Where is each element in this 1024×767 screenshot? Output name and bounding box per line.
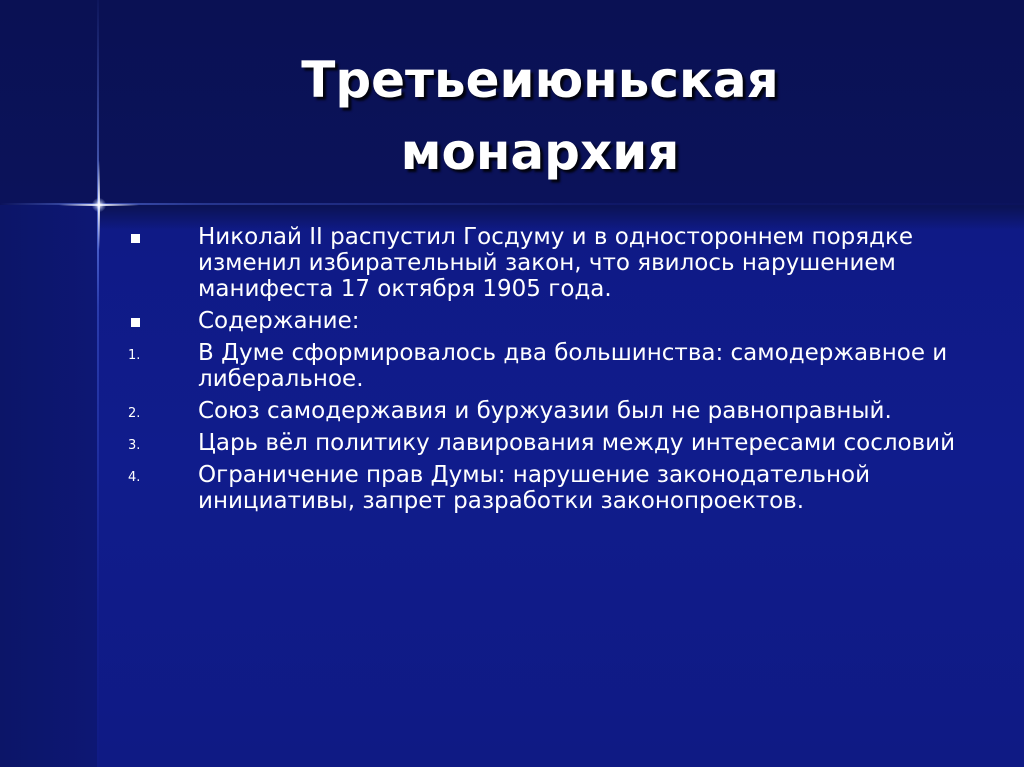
slide-title: [180, 44, 900, 188]
list-item-text: Николай II распустил Госдуму и в одностороннем порядке изменил избирательный закон, что явилось нарушением манифеста 17 октября 1905 года.: [198, 224, 914, 302]
left-band: [0, 205, 97, 767]
list-item-text: В Думе сформировалось два большинства: самодержавное и либеральное.: [198, 340, 948, 392]
title-line-1: Третьеиюньская: [301, 51, 779, 109]
list-item-text: Союз самодержавия и буржуазии был не равноправный.: [198, 398, 892, 424]
list-item-numbered-4: [128, 462, 988, 514]
square-bullet-icon: [131, 318, 140, 327]
number-marker: [128, 462, 168, 491]
vertical-divider: [97, 0, 99, 767]
list-item-text: Содержание:: [198, 308, 360, 334]
list-item-text: Царь вёл политику лавирования между интересами сословий: [198, 430, 956, 456]
list-item-bullet-2: [128, 308, 988, 334]
list-item-text: Ограничение прав Думы: нарушение законодательной инициативы, запрет разработки законопроектов.: [198, 462, 871, 514]
number-label: 2.: [128, 406, 141, 421]
bullet-marker: [128, 308, 168, 336]
number-label: 3.: [128, 438, 141, 453]
bullet-marker: [128, 224, 168, 252]
list-item-numbered-2: [128, 398, 988, 424]
slide-content: [128, 224, 988, 520]
horizontal-divider: [0, 203, 1024, 205]
list-item-bullet-1: [128, 224, 988, 302]
square-bullet-icon: [131, 234, 140, 243]
list-item-numbered-3: [128, 430, 988, 456]
number-marker: [128, 398, 168, 427]
list-item-numbered-1: [128, 340, 988, 392]
number-label: 1.: [128, 348, 141, 363]
title-line-2: монархия: [400, 123, 680, 181]
number-marker: [128, 340, 168, 369]
number-label: 4.: [128, 470, 141, 485]
number-marker: [128, 430, 168, 459]
